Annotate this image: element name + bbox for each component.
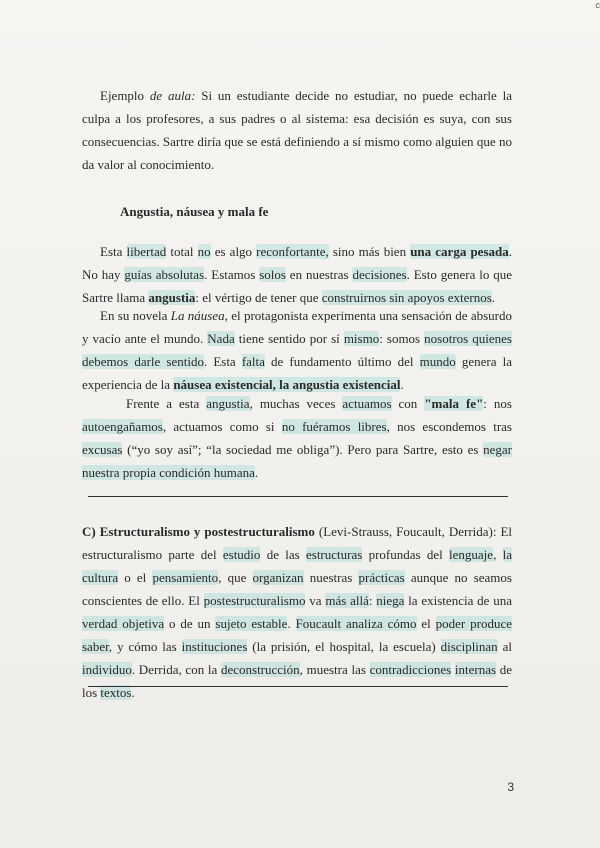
paragraph-angustia (82, 240, 512, 309)
text-span: es algo (210, 244, 257, 259)
highlight: verdad objetiva (82, 616, 165, 631)
highlight: más allá (325, 593, 369, 608)
text-span: de fundamento último del (264, 354, 420, 369)
text-span: de las (260, 547, 306, 562)
paragraph-example (82, 84, 512, 176)
highlight: reconfortante, (256, 244, 329, 259)
text-span: : el vértigo de tener que (195, 290, 322, 305)
text-span: , (493, 547, 503, 562)
text-span: profundas del (362, 547, 450, 562)
highlight: postestructuralismo (203, 593, 306, 608)
paragraph-mala-fe (82, 392, 512, 484)
bold-highlight: náusea existencial, la angustia existencial (173, 377, 401, 392)
text-span: . (131, 685, 135, 700)
text-span: Si un estudiante decide no estudiar, no puede echarle la culpa a los profesores, a sus padres o al sistema: esa decisión es suya, con sus consecuencias. Sartre diría que se está definiendo a sí mismo como alguien que no da valor al conocimiento. (82, 88, 512, 172)
text-span: . Esto genera lo que Sartre llama (82, 267, 512, 305)
highlight: Foucault analiza cómo (295, 616, 417, 631)
highlight: guías absolutas (124, 267, 205, 282)
text-span: (la prisión, el hospital, la escuela) (247, 639, 441, 654)
text-span: aunque no seamos conscientes de ello. El (82, 570, 512, 608)
highlight: estudio (222, 547, 261, 562)
highlight: libertad (126, 244, 167, 259)
italic-span: de aula: (149, 88, 196, 103)
highlight: textos (100, 685, 132, 700)
section-heading: Angustia, náusea y mala fe (120, 204, 269, 219)
text-span: (Levi-Strauss, Foucault, Derrida): El estructuralismo parte del (82, 524, 512, 562)
text-span: . Estamos (204, 267, 260, 282)
text-span: Ejemplo (100, 88, 150, 103)
divider-line (88, 686, 508, 687)
text-span: , muestra las (299, 662, 370, 677)
highlight: deconstrucción (220, 662, 300, 677)
highlight: mundo (419, 354, 456, 369)
highlight: actuamos (342, 396, 392, 411)
highlight: falta (241, 354, 265, 369)
highlight: solos (259, 267, 286, 282)
text-span: con (391, 396, 425, 411)
text-span: al (497, 639, 512, 654)
highlight: nosotros quienes debemos darle sentido (82, 331, 512, 369)
text-span: genera la experiencia de la (82, 354, 512, 392)
text-span: Esta (100, 244, 127, 259)
highlight: individuo (82, 662, 132, 677)
text-span: nuestras (303, 570, 359, 585)
text-span: , nos escondemos tras (386, 419, 512, 434)
text-span: o de un (164, 616, 216, 631)
highlight: lenguaje (449, 547, 494, 562)
paragraph-estructuralismo (82, 520, 512, 704)
bold-highlight: angustia (148, 290, 196, 305)
text-span: va (305, 593, 326, 608)
text-span: , el protagonista experimenta una sensación de absurdo y vacío ante el mundo. (82, 308, 512, 346)
bold-highlight: una carga pesada (410, 244, 509, 259)
highlight: internas (454, 662, 497, 677)
text-span: . (287, 616, 296, 631)
text-span: tiene sentido por sí (234, 331, 344, 346)
highlight: construirnos sin apoyos externos (321, 290, 492, 305)
text-span: . Esta (203, 354, 242, 369)
text-span: . No hay (82, 244, 512, 282)
page-number: 3 (507, 780, 514, 794)
text-span: . (254, 465, 259, 480)
text-span: en nuestras (285, 267, 353, 282)
text-span: En su novela (100, 308, 171, 323)
bold-term: Estructuralismo y postestructuralismo (99, 524, 315, 539)
text-span: la existencia de una (404, 593, 512, 608)
highlight: contradicciones (369, 662, 452, 677)
highlight: poder produce saber (82, 616, 513, 654)
text-span: . (491, 290, 496, 305)
highlight: mismo (343, 331, 380, 346)
corner-mark: c (595, 0, 600, 10)
text-span: . (400, 377, 404, 392)
text-span: , actuamos como si (162, 419, 282, 434)
highlight: organizan (252, 570, 304, 585)
divider-line (88, 496, 508, 497)
highlight: prácticas (358, 570, 405, 585)
bold-highlight: "mala fe" (424, 396, 484, 411)
italic-span: La náusea (170, 308, 225, 323)
highlight: negar nuestra propia condición humana (82, 442, 512, 480)
text-span: (“yo soy así”; “la sociedad me obliga”). Pero para Sartre, esto es (122, 442, 484, 457)
text-span: de los (82, 662, 512, 700)
highlight: la cultura (82, 547, 512, 585)
highlight: Nada (207, 331, 235, 346)
highlight: no fuéramos libres (281, 419, 387, 434)
highlight: excusas (82, 442, 123, 457)
text-span: : nos (483, 396, 512, 411)
highlight: instituciones (181, 639, 248, 654)
highlight: decisiones (352, 267, 407, 282)
text-span: : (368, 593, 377, 608)
highlight: sujeto estable (215, 616, 288, 631)
highlight: pensamiento (152, 570, 219, 585)
highlight: niega (376, 593, 405, 608)
highlight: angustia (206, 396, 250, 411)
text-span: , que (218, 570, 253, 585)
highlight: no (197, 244, 211, 259)
text-span: . Derrida, con la (131, 662, 221, 677)
text-span: total (166, 244, 198, 259)
text-span: : somos (379, 331, 425, 346)
text-span: o el (118, 570, 153, 585)
highlight: estructuras (305, 547, 363, 562)
section-letter: C) (82, 524, 100, 539)
highlight: autoengañamos (82, 419, 163, 434)
text-span: , y cómo las (108, 639, 182, 654)
text-span: , muchas veces (249, 396, 343, 411)
text-span: Frente a esta (126, 396, 207, 411)
text-span: sino más bien (328, 244, 411, 259)
highlight: disciplinan (440, 639, 498, 654)
text-span: el (416, 616, 436, 631)
paragraph-nausea (82, 304, 512, 396)
